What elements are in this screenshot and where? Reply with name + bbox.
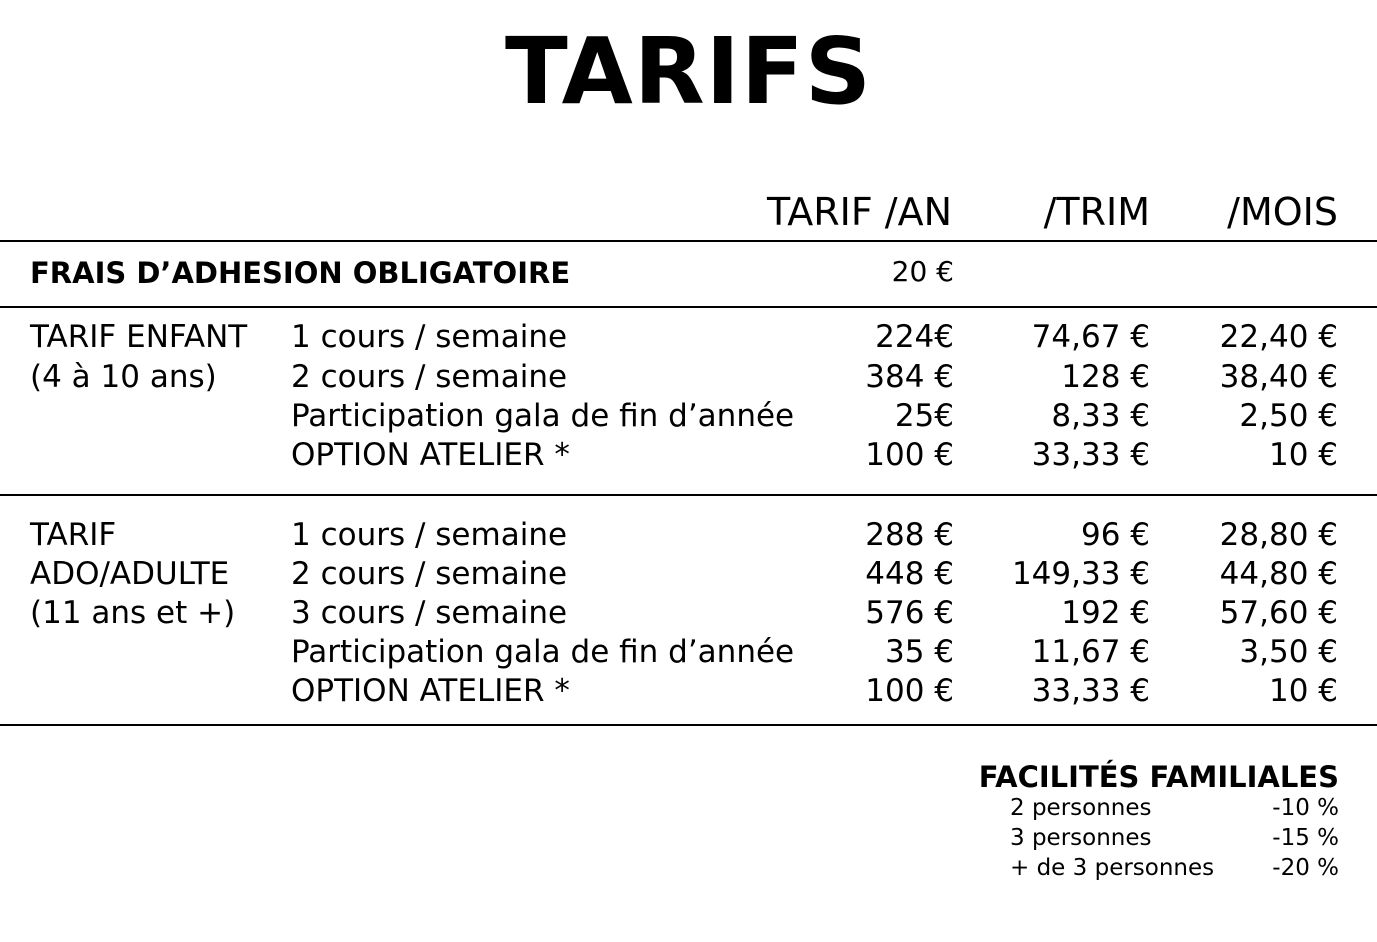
row-item: Participation gala de fin d’année <box>291 634 795 670</box>
adulte-label-line1: TARIF <box>30 517 117 553</box>
adulte-label-line2: ADO/ADULTE <box>30 556 230 592</box>
row-trim-price: 149,33 € <box>1011 556 1150 592</box>
page-title: TARIFS <box>505 18 872 125</box>
row-month-price: 2,50 € <box>1239 398 1338 434</box>
facilite-label: 2 personnes <box>1010 795 1152 821</box>
row-trim-price: 33,33 € <box>1031 437 1150 473</box>
row-trim-price: 11,67 € <box>1031 634 1150 670</box>
row-item: 2 cours / semaine <box>291 556 568 592</box>
row-month-price: 3,50 € <box>1239 634 1338 670</box>
enfant-divider <box>0 494 1377 496</box>
enfant-label-line1: TARIF ENFANT <box>30 319 248 355</box>
facilite-value: -20 % <box>1272 855 1339 881</box>
header-divider <box>0 240 1377 242</box>
row-trim-price: 192 € <box>1061 595 1150 631</box>
row-month-price: 38,40 € <box>1219 359 1338 395</box>
row-item: 2 cours / semaine <box>291 359 568 395</box>
facilite-label: + de 3 personnes <box>1010 855 1215 881</box>
row-trim-price: 33,33 € <box>1031 673 1150 709</box>
row-item: Participation gala de fin d’année <box>291 398 795 434</box>
column-header-trim: /TRIM <box>1043 190 1150 234</box>
row-year-price: 224€ <box>875 319 954 355</box>
row-item: 1 cours / semaine <box>291 517 568 553</box>
row-item: OPTION ATELIER * <box>291 437 570 473</box>
facilites-title: FACILITÉS FAMILIALES <box>978 760 1339 794</box>
row-item: 1 cours / semaine <box>291 319 568 355</box>
row-month-price: 22,40 € <box>1219 319 1338 355</box>
facilite-value: -15 % <box>1272 825 1339 851</box>
row-month-price: 28,80 € <box>1219 517 1338 553</box>
adhesion-label: FRAIS D’ADHESION OBLIGATOIRE <box>30 256 571 290</box>
row-month-price: 44,80 € <box>1219 556 1338 592</box>
row-year-price: 448 € <box>865 556 954 592</box>
row-year-price: 100 € <box>865 437 954 473</box>
row-year-price: 35 € <box>884 634 954 670</box>
row-year-price: 384 € <box>865 359 954 395</box>
column-header-month: /MOIS <box>1227 190 1338 234</box>
row-trim-price: 128 € <box>1061 359 1150 395</box>
row-year-price: 25€ <box>894 398 954 434</box>
row-item: 3 cours / semaine <box>291 595 568 631</box>
row-trim-price: 96 € <box>1080 517 1150 553</box>
adulte-divider <box>0 724 1377 726</box>
facilite-value: -10 % <box>1272 795 1339 821</box>
row-trim-price: 74,67 € <box>1031 319 1150 355</box>
adhesion-year-price: 20 € <box>891 255 954 288</box>
row-year-price: 100 € <box>865 673 954 709</box>
row-month-price: 10 € <box>1268 673 1338 709</box>
row-trim-price: 8,33 € <box>1051 398 1150 434</box>
enfant-label-line2: (4 à 10 ans) <box>30 359 217 395</box>
row-item: OPTION ATELIER * <box>291 673 570 709</box>
row-year-price: 576 € <box>865 595 954 631</box>
row-month-price: 57,60 € <box>1219 595 1338 631</box>
adulte-label-line3: (11 ans et +) <box>30 595 236 631</box>
row-year-price: 288 € <box>865 517 954 553</box>
adhesion-divider <box>0 306 1377 308</box>
row-month-price: 10 € <box>1268 437 1338 473</box>
column-header-year: TARIF /AN <box>766 190 952 234</box>
facilite-label: 3 personnes <box>1010 825 1152 851</box>
